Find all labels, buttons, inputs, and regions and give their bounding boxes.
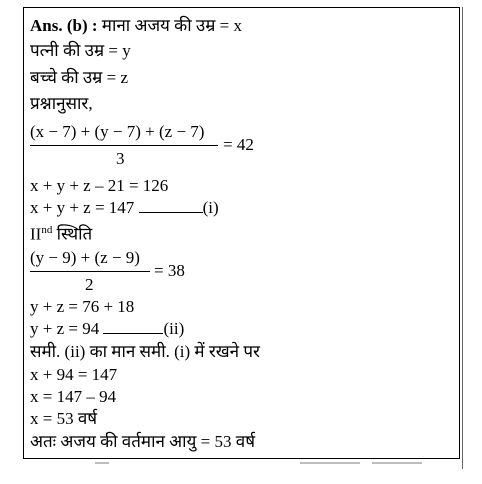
equation-i-line [30, 198, 219, 218]
wife-age-line: पत्नी की उम्र = y [30, 41, 131, 60]
answer-line [30, 16, 242, 36]
second-case-word: स्थिति [56, 224, 93, 244]
equation-i-blank [139, 198, 203, 213]
second-case-roman: II [30, 224, 42, 244]
fraction-1-numerator: (x − 7) + (y − 7) + (z − 7) [30, 122, 205, 141]
equation-x-minus: x = 147 – 94 [30, 387, 117, 406]
solution-box [23, 7, 460, 459]
equation-i-tag: (i) [202, 198, 219, 217]
second-case-heading [30, 220, 92, 245]
fraction-2-numerator: (y − 9) + (z − 9) [30, 248, 140, 267]
equation-i: x + y + z = 147 [30, 198, 135, 217]
substitute-line: समी. (ii) का मान समी. (i) में रखने पर [30, 342, 260, 361]
conclusion-line: अतः अजय की वर्तमान आयु = 53 वर्ष [30, 432, 256, 451]
equation-sum-minus: x + y + z – 21 = 126 [30, 176, 169, 195]
equation-ii-line [30, 319, 184, 339]
page-edge-line [462, 7, 463, 469]
fraction-equation-2 [30, 248, 250, 296]
cut-text-fragment [372, 462, 422, 464]
cut-text-fragment [300, 462, 360, 464]
according-line: प्रश्नानुसार, [30, 94, 93, 113]
answer-label: Ans. (b) : [30, 16, 98, 35]
fraction-1-rhs: = 42 [223, 135, 254, 154]
fraction-1-bar [30, 145, 218, 146]
child-age-line: बच्चे की उम्र = z [30, 68, 128, 87]
equation-ii: y + z = 94 [30, 319, 100, 338]
cut-text-fragment [95, 462, 109, 464]
equation-x-result: x = 53 वर्ष [30, 409, 98, 428]
fraction-2-denominator: 2 [85, 275, 94, 294]
fraction-2-rhs: = 38 [154, 261, 185, 280]
equation-x-plus: x + 94 = 147 [30, 365, 118, 384]
equation-ii-blank [103, 319, 163, 334]
equation-yz-sum: y + z = 76 + 18 [30, 297, 135, 316]
second-case-sup: nd [41, 224, 53, 236]
fraction-1-denominator: 3 [116, 149, 125, 168]
fraction-2-bar [30, 271, 150, 272]
answer-assumption: माना अजय की उम्र = x [101, 16, 242, 35]
fraction-equation-1 [30, 122, 330, 170]
equation-ii-tag: (ii) [163, 319, 185, 338]
